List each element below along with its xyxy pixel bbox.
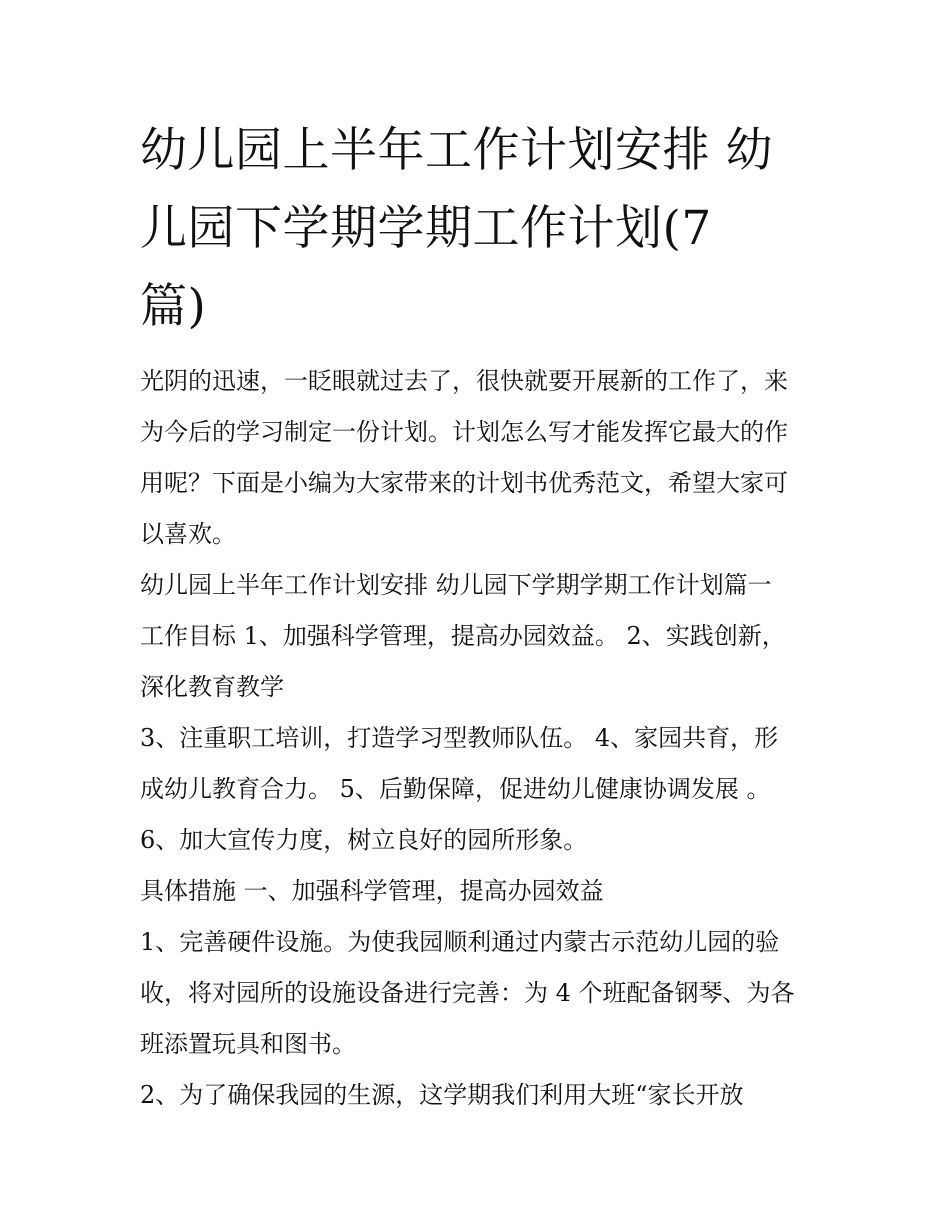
- text-line: 工作目标 1、加强科学管理，提高办园效益。 2、实践创新，: [140, 622, 786, 650]
- measure-2-paragraph: [140, 1070, 820, 1121]
- text-line: 幼儿园上半年工作计划安排 幼儿园下学期学期工作计划篇一: [140, 571, 772, 599]
- text-line: 为今后的学习制定一份计划。计划怎么写才能发挥它最大的作: [140, 418, 788, 446]
- document-page: [140, 112, 820, 1121]
- text-line: 光阴的迅速，一眨眼就过去了，很快就要开展新的工作了，来: [140, 367, 788, 395]
- text-line: 班添置玩具和图书。: [140, 1030, 356, 1058]
- measures-heading: [140, 866, 820, 917]
- document-title: [140, 112, 820, 346]
- measure-1-paragraph: [140, 917, 820, 1070]
- intro-paragraph: [140, 356, 820, 560]
- text-line: 用呢？下面是小编为大家带来的计划书优秀范文，希望大家可: [140, 469, 788, 497]
- text-line: 3、注重职工培训，打造学习型教师队伍。 4、家园共育，形: [140, 724, 779, 752]
- title-line: 篇): [140, 279, 207, 334]
- section-heading: [140, 560, 820, 611]
- goals-continued-paragraph: [140, 713, 820, 866]
- text-line: 6、加大宣传力度，树立良好的园所形象。: [140, 826, 588, 854]
- goals-paragraph: [140, 611, 820, 713]
- title-line: 儿园下学期学期工作计划(7: [140, 201, 712, 256]
- title-line: 幼儿园上半年工作计划安排 幼: [140, 123, 773, 178]
- text-line: 以喜欢。: [140, 520, 236, 548]
- text-line: 具体措施 一、加强科学管理，提高办园效益: [140, 877, 604, 905]
- text-line: 深化教育教学: [140, 673, 284, 701]
- text-line: 收，将对园所的设施设备进行完善：为 4 个班配备钢琴、为各: [140, 979, 795, 1007]
- text-line: 2、为了确保我园的生源，这学期我们利用大班“家长开放: [140, 1081, 744, 1109]
- text-line: 成幼儿教育合力。 5、后勤保障，促进幼儿健康协调发展 。: [140, 775, 771, 803]
- text-line: 1、完善硬件设施。为使我园顺利通过内蒙古示范幼儿园的验: [140, 928, 780, 956]
